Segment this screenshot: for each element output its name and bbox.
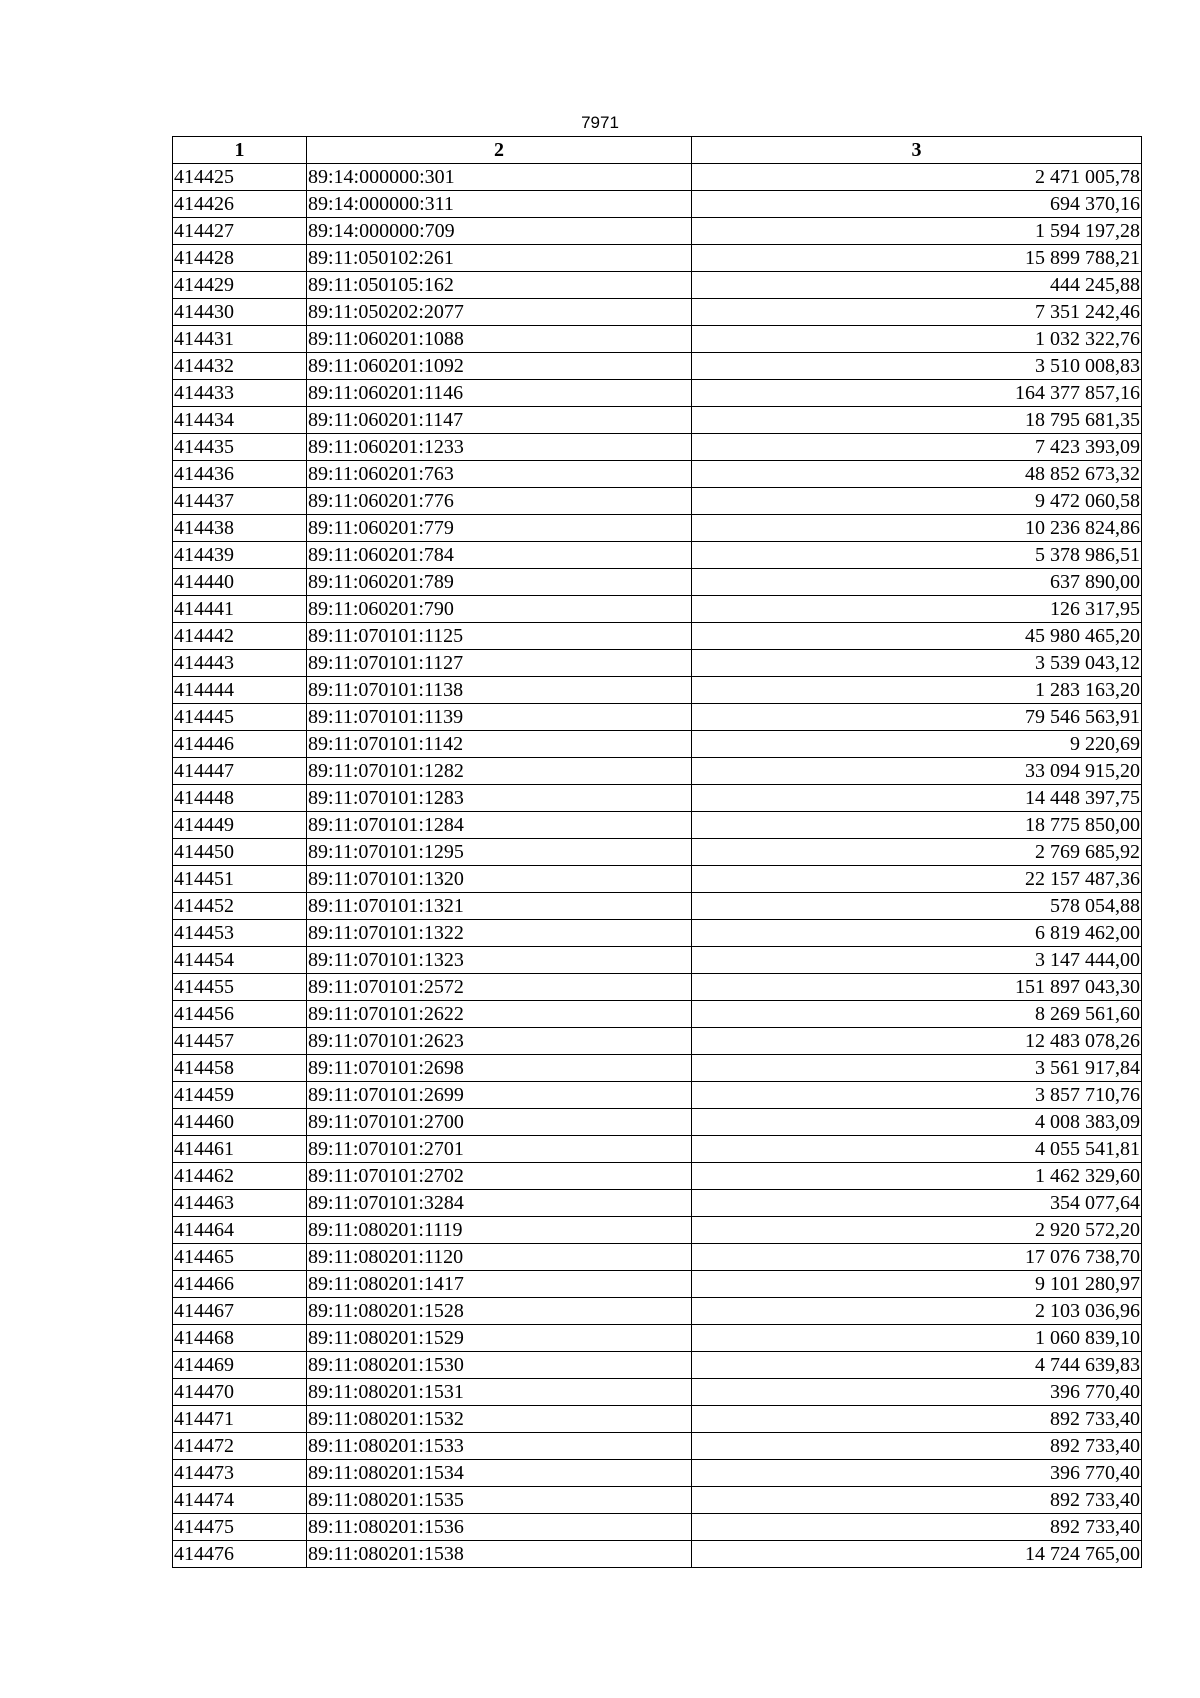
table-row — [173, 758, 1142, 785]
row-number-cell: 414446 — [173, 731, 307, 758]
row-number-cell: 414454 — [173, 947, 307, 974]
value-cell: 354 077,64 — [692, 1190, 1142, 1217]
table-row — [173, 515, 1142, 542]
value-cell: 12 483 078,26 — [692, 1028, 1142, 1055]
cadastral-number-cell: 89:11:070101:2572 — [307, 974, 692, 1001]
value-cell: 4 744 639,83 — [692, 1352, 1142, 1379]
table-row — [173, 1109, 1142, 1136]
cadastral-number-cell: 89:14:000000:311 — [307, 191, 692, 218]
cadastral-number-cell: 89:11:070101:1323 — [307, 947, 692, 974]
row-number-cell: 414425 — [173, 164, 307, 191]
value-cell: 1 032 322,76 — [692, 326, 1142, 353]
value-cell: 164 377 857,16 — [692, 380, 1142, 407]
value-cell: 126 317,95 — [692, 596, 1142, 623]
row-number-cell: 414470 — [173, 1379, 307, 1406]
table-row — [173, 1406, 1142, 1433]
row-number-cell: 414431 — [173, 326, 307, 353]
table-row — [173, 650, 1142, 677]
table-row — [173, 704, 1142, 731]
table-body — [173, 164, 1142, 1568]
value-cell: 6 819 462,00 — [692, 920, 1142, 947]
cadastral-number-cell: 89:11:080201:1120 — [307, 1244, 692, 1271]
row-number-cell: 414469 — [173, 1352, 307, 1379]
value-cell: 1 594 197,28 — [692, 218, 1142, 245]
table-row — [173, 1271, 1142, 1298]
value-cell: 1 283 163,20 — [692, 677, 1142, 704]
cadastral-number-cell: 89:11:080201:1535 — [307, 1487, 692, 1514]
table-row — [173, 1487, 1142, 1514]
cadastral-number-cell: 89:11:060201:789 — [307, 569, 692, 596]
table-row — [173, 380, 1142, 407]
row-number-cell: 414455 — [173, 974, 307, 1001]
cadastral-number-cell: 89:11:070101:1142 — [307, 731, 692, 758]
table-row — [173, 1325, 1142, 1352]
row-number-cell: 414427 — [173, 218, 307, 245]
value-cell: 694 370,16 — [692, 191, 1142, 218]
table-row — [173, 1352, 1142, 1379]
cadastral-number-cell: 89:11:070101:1282 — [307, 758, 692, 785]
row-number-cell: 414465 — [173, 1244, 307, 1271]
cadastral-number-cell: 89:11:050202:2077 — [307, 299, 692, 326]
row-number-cell: 414458 — [173, 1055, 307, 1082]
table-row — [173, 866, 1142, 893]
value-cell: 2 103 036,96 — [692, 1298, 1142, 1325]
cadastral-number-cell: 89:11:080201:1530 — [307, 1352, 692, 1379]
row-number-cell: 414462 — [173, 1163, 307, 1190]
value-cell: 4 055 541,81 — [692, 1136, 1142, 1163]
value-cell: 7 423 393,09 — [692, 434, 1142, 461]
value-cell: 3 510 008,83 — [692, 353, 1142, 380]
row-number-cell: 414463 — [173, 1190, 307, 1217]
value-cell: 444 245,88 — [692, 272, 1142, 299]
value-cell: 892 733,40 — [692, 1406, 1142, 1433]
cadastral-number-cell: 89:11:070101:1127 — [307, 650, 692, 677]
cadastral-number-cell: 89:11:080201:1533 — [307, 1433, 692, 1460]
value-cell: 9 101 280,97 — [692, 1271, 1142, 1298]
cadastral-number-cell: 89:11:070101:2622 — [307, 1001, 692, 1028]
data-table — [172, 136, 1142, 1568]
table-row — [173, 1379, 1142, 1406]
row-number-cell: 414444 — [173, 677, 307, 704]
row-number-cell: 414460 — [173, 1109, 307, 1136]
value-cell: 396 770,40 — [692, 1460, 1142, 1487]
table-row — [173, 893, 1142, 920]
table-row — [173, 677, 1142, 704]
value-cell: 15 899 788,21 — [692, 245, 1142, 272]
table-row — [173, 407, 1142, 434]
cadastral-number-cell: 89:11:080201:1536 — [307, 1514, 692, 1541]
value-cell: 17 076 738,70 — [692, 1244, 1142, 1271]
table-row — [173, 461, 1142, 488]
column-header-3: 3 — [692, 137, 1142, 164]
column-header-2: 2 — [307, 137, 692, 164]
value-cell: 151 897 043,30 — [692, 974, 1142, 1001]
cadastral-number-cell: 89:11:060201:776 — [307, 488, 692, 515]
table-row — [173, 839, 1142, 866]
row-number-cell: 414429 — [173, 272, 307, 299]
table-row — [173, 1055, 1142, 1082]
row-number-cell: 414467 — [173, 1298, 307, 1325]
row-number-cell: 414430 — [173, 299, 307, 326]
row-number-cell: 414426 — [173, 191, 307, 218]
row-number-cell: 414438 — [173, 515, 307, 542]
table-row — [173, 1028, 1142, 1055]
value-cell: 396 770,40 — [692, 1379, 1142, 1406]
table-row — [173, 488, 1142, 515]
value-cell: 4 008 383,09 — [692, 1109, 1142, 1136]
table-row — [173, 218, 1142, 245]
row-number-cell: 414476 — [173, 1541, 307, 1568]
table-row — [173, 1163, 1142, 1190]
row-number-cell: 414471 — [173, 1406, 307, 1433]
table-row — [173, 785, 1142, 812]
cadastral-number-cell: 89:11:050102:261 — [307, 245, 692, 272]
cadastral-number-cell: 89:11:080201:1534 — [307, 1460, 692, 1487]
cadastral-number-cell: 89:11:050105:162 — [307, 272, 692, 299]
value-cell: 9 220,69 — [692, 731, 1142, 758]
cadastral-number-cell: 89:11:070101:1283 — [307, 785, 692, 812]
row-number-cell: 414434 — [173, 407, 307, 434]
row-number-cell: 414459 — [173, 1082, 307, 1109]
cadastral-number-cell: 89:11:070101:2699 — [307, 1082, 692, 1109]
row-number-cell: 414468 — [173, 1325, 307, 1352]
row-number-cell: 414433 — [173, 380, 307, 407]
table-row — [173, 812, 1142, 839]
value-cell: 3 539 043,12 — [692, 650, 1142, 677]
cadastral-number-cell: 89:11:060201:1092 — [307, 353, 692, 380]
table-row — [173, 164, 1142, 191]
row-number-cell: 414451 — [173, 866, 307, 893]
cadastral-number-cell: 89:11:080201:1119 — [307, 1217, 692, 1244]
cadastral-number-cell: 89:14:000000:301 — [307, 164, 692, 191]
table-row — [173, 1217, 1142, 1244]
cadastral-number-cell: 89:11:070101:2698 — [307, 1055, 692, 1082]
cadastral-number-cell: 89:11:060201:1147 — [307, 407, 692, 434]
table-row — [173, 326, 1142, 353]
cadastral-number-cell: 89:11:060201:763 — [307, 461, 692, 488]
table-row — [173, 1514, 1142, 1541]
cadastral-number-cell: 89:11:070101:1125 — [307, 623, 692, 650]
value-cell: 3 147 444,00 — [692, 947, 1142, 974]
cadastral-number-cell: 89:11:060201:1088 — [307, 326, 692, 353]
row-number-cell: 414443 — [173, 650, 307, 677]
cadastral-number-cell: 89:11:060201:1233 — [307, 434, 692, 461]
cadastral-number-cell: 89:11:070101:3284 — [307, 1190, 692, 1217]
row-number-cell: 414447 — [173, 758, 307, 785]
table-row — [173, 245, 1142, 272]
cadastral-number-cell: 89:11:070101:1321 — [307, 893, 692, 920]
row-number-cell: 414448 — [173, 785, 307, 812]
table-row — [173, 542, 1142, 569]
table-row — [173, 1298, 1142, 1325]
table-row — [173, 947, 1142, 974]
table-header — [173, 137, 1142, 164]
value-cell: 33 094 915,20 — [692, 758, 1142, 785]
table-row — [173, 1082, 1142, 1109]
row-number-cell: 414428 — [173, 245, 307, 272]
row-number-cell: 414456 — [173, 1001, 307, 1028]
value-cell: 79 546 563,91 — [692, 704, 1142, 731]
cadastral-number-cell: 89:11:080201:1538 — [307, 1541, 692, 1568]
row-number-cell: 414475 — [173, 1514, 307, 1541]
value-cell: 8 269 561,60 — [692, 1001, 1142, 1028]
cadastral-number-cell: 89:11:070101:2700 — [307, 1109, 692, 1136]
table-row — [173, 299, 1142, 326]
table-row — [173, 1136, 1142, 1163]
table-row — [173, 434, 1142, 461]
row-number-cell: 414440 — [173, 569, 307, 596]
value-cell: 14 724 765,00 — [692, 1541, 1142, 1568]
cadastral-number-cell: 89:11:070101:2623 — [307, 1028, 692, 1055]
table-row — [173, 1001, 1142, 1028]
value-cell: 7 351 242,46 — [692, 299, 1142, 326]
value-cell: 9 472 060,58 — [692, 488, 1142, 515]
value-cell: 1 462 329,60 — [692, 1163, 1142, 1190]
row-number-cell: 414474 — [173, 1487, 307, 1514]
cadastral-number-cell: 89:11:070101:1322 — [307, 920, 692, 947]
value-cell: 892 733,40 — [692, 1487, 1142, 1514]
row-number-cell: 414445 — [173, 704, 307, 731]
cadastral-number-cell: 89:11:070101:1138 — [307, 677, 692, 704]
cadastral-number-cell: 89:11:080201:1417 — [307, 1271, 692, 1298]
table-row — [173, 1460, 1142, 1487]
cadastral-number-cell: 89:11:080201:1528 — [307, 1298, 692, 1325]
cadastral-number-cell: 89:11:060201:784 — [307, 542, 692, 569]
cadastral-number-cell: 89:11:070101:2702 — [307, 1163, 692, 1190]
row-number-cell: 414439 — [173, 542, 307, 569]
value-cell: 5 378 986,51 — [692, 542, 1142, 569]
row-number-cell: 414441 — [173, 596, 307, 623]
cadastral-number-cell: 89:11:080201:1529 — [307, 1325, 692, 1352]
row-number-cell: 414457 — [173, 1028, 307, 1055]
cadastral-number-cell: 89:11:080201:1532 — [307, 1406, 692, 1433]
table-row — [173, 191, 1142, 218]
page-number: 7971 — [581, 113, 619, 132]
cadastral-number-cell: 89:11:080201:1531 — [307, 1379, 692, 1406]
cadastral-number-cell: 89:14:000000:709 — [307, 218, 692, 245]
value-cell: 45 980 465,20 — [692, 623, 1142, 650]
value-cell: 18 795 681,35 — [692, 407, 1142, 434]
table-row — [173, 1244, 1142, 1271]
cadastral-number-cell: 89:11:070101:1139 — [307, 704, 692, 731]
row-number-cell: 414472 — [173, 1433, 307, 1460]
value-cell: 892 733,40 — [692, 1433, 1142, 1460]
table-row — [173, 353, 1142, 380]
column-header-1: 1 — [173, 137, 307, 164]
row-number-cell: 414449 — [173, 812, 307, 839]
row-number-cell: 414437 — [173, 488, 307, 515]
cadastral-number-cell: 89:11:060201:1146 — [307, 380, 692, 407]
value-cell: 1 060 839,10 — [692, 1325, 1142, 1352]
value-cell: 3 857 710,76 — [692, 1082, 1142, 1109]
row-number-cell: 414461 — [173, 1136, 307, 1163]
row-number-cell: 414453 — [173, 920, 307, 947]
value-cell: 637 890,00 — [692, 569, 1142, 596]
value-cell: 3 561 917,84 — [692, 1055, 1142, 1082]
cadastral-number-cell: 89:11:060201:779 — [307, 515, 692, 542]
row-number-cell: 414452 — [173, 893, 307, 920]
table-row — [173, 569, 1142, 596]
row-number-cell: 414436 — [173, 461, 307, 488]
row-number-cell: 414473 — [173, 1460, 307, 1487]
value-cell: 2 920 572,20 — [692, 1217, 1142, 1244]
row-number-cell: 414466 — [173, 1271, 307, 1298]
table-row — [173, 596, 1142, 623]
table-row — [173, 974, 1142, 1001]
table-row — [173, 1190, 1142, 1217]
header-row — [173, 137, 1142, 164]
cadastral-number-cell: 89:11:070101:1284 — [307, 812, 692, 839]
value-cell: 18 775 850,00 — [692, 812, 1142, 839]
table-row — [173, 272, 1142, 299]
cadastral-number-cell: 89:11:070101:1320 — [307, 866, 692, 893]
value-cell: 22 157 487,36 — [692, 866, 1142, 893]
cadastral-number-cell: 89:11:070101:1295 — [307, 839, 692, 866]
table-row — [173, 731, 1142, 758]
value-cell: 2 471 005,78 — [692, 164, 1142, 191]
cadastral-number-cell: 89:11:060201:790 — [307, 596, 692, 623]
table-row — [173, 920, 1142, 947]
row-number-cell: 414450 — [173, 839, 307, 866]
value-cell: 2 769 685,92 — [692, 839, 1142, 866]
row-number-cell: 414435 — [173, 434, 307, 461]
table-row — [173, 623, 1142, 650]
value-cell: 48 852 673,32 — [692, 461, 1142, 488]
row-number-cell: 414464 — [173, 1217, 307, 1244]
cadastral-number-cell: 89:11:070101:2701 — [307, 1136, 692, 1163]
row-number-cell: 414432 — [173, 353, 307, 380]
table-row — [173, 1433, 1142, 1460]
row-number-cell: 414442 — [173, 623, 307, 650]
value-cell: 892 733,40 — [692, 1514, 1142, 1541]
value-cell: 578 054,88 — [692, 893, 1142, 920]
value-cell: 14 448 397,75 — [692, 785, 1142, 812]
table-row — [173, 1541, 1142, 1568]
value-cell: 10 236 824,86 — [692, 515, 1142, 542]
